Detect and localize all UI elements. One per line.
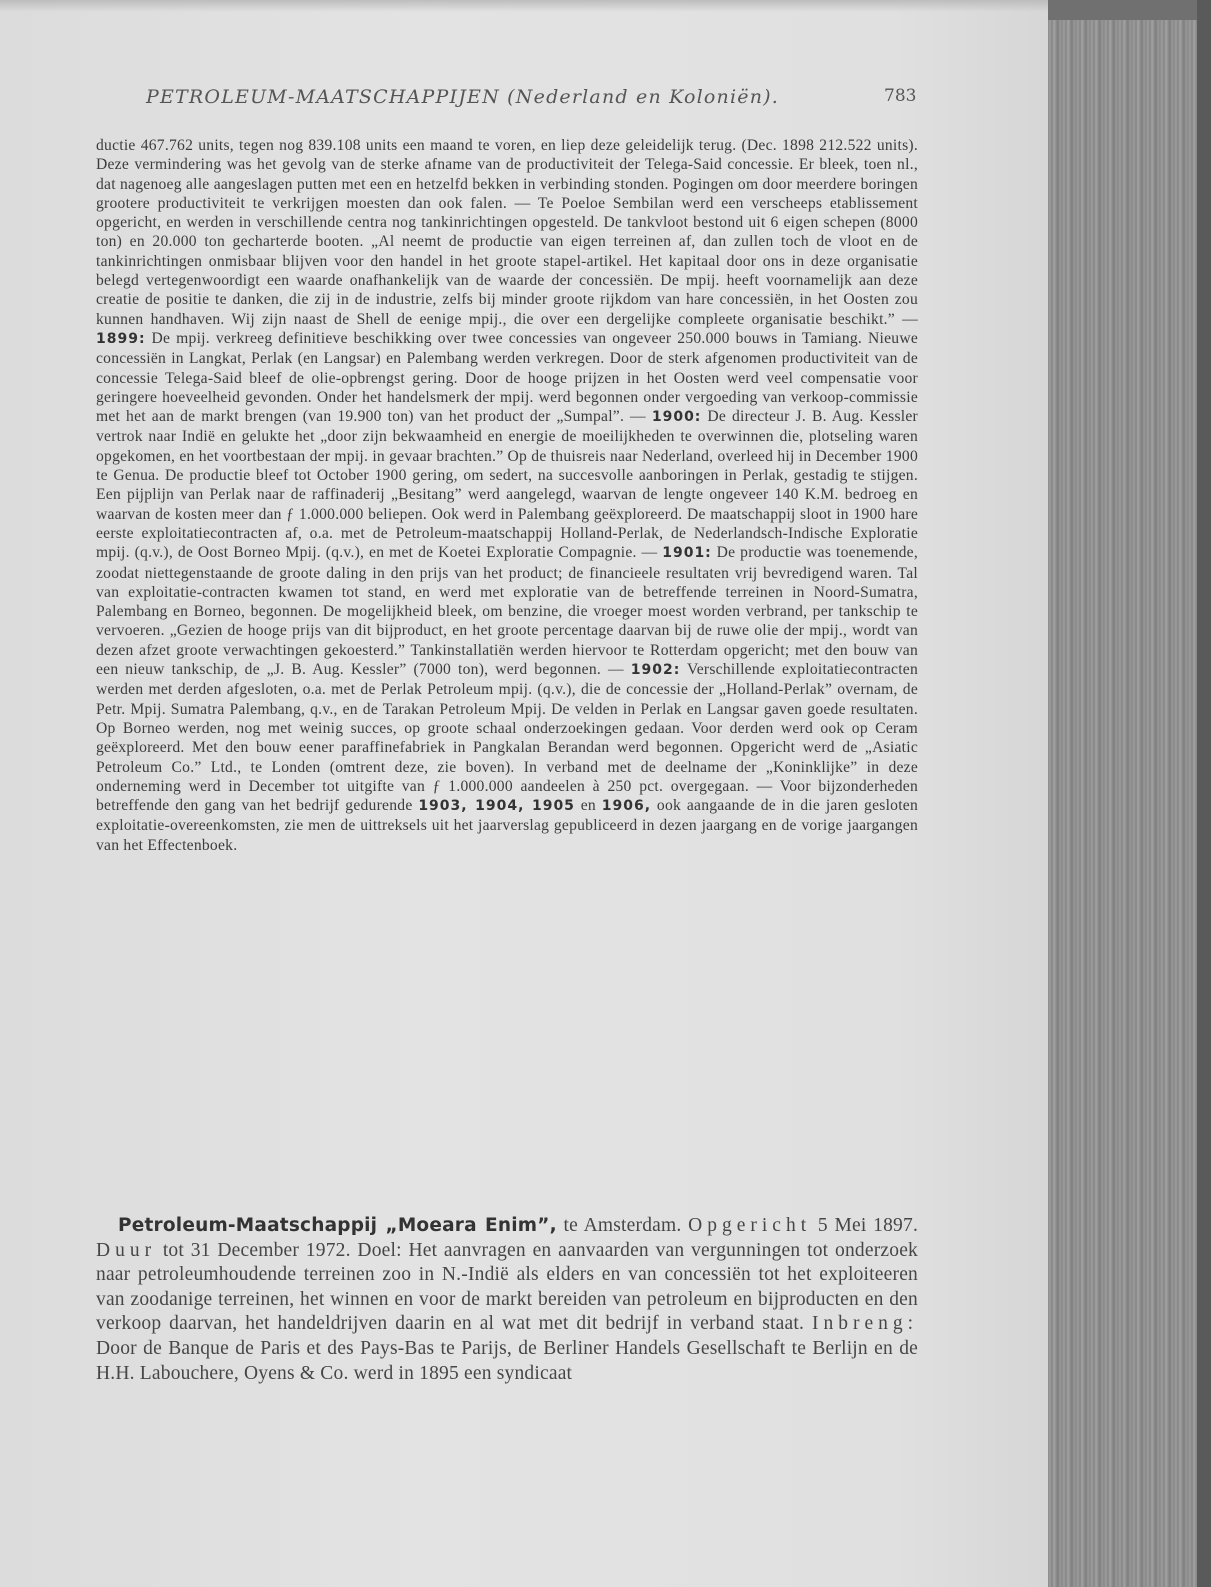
book-page-edges (1048, 0, 1211, 1587)
paragraph-1900: De directeur J. B. Aug. Kessler vertrok naar Indië en gelukte het „door zijn bekwaamheid en energie de moeilijkheden te overwinnen die, plotseling waren opgekomen, en het voortbestaan der mpij. in gevaar brachten.” Op de thuisreis naar Nederland, overleed hij in December 1900 te Genua. De productie bleef tot October 1900 gering, om sedert, na succesvolle aanboringen in Perlak, gestadig te stijgen. Een pijplijn van Perlak naar de raffinaderij „Besitang” werd aangelegd, waarvan de lengte ongeveer 140 K.M. bedroeg en waarvan de kosten meer dan ƒ 1.000.000 beliepen. Ook werd in Palembang geëxploreerd. De maatschappij sloot in 1900 hare eerste exploitatiecontracten af, o.a. met de Petroleum-maatschappij Holland-Perlak, de Nederlandsch-Indische Exploratie mpij. (q.v.), de Oost Borneo Mpij. (q.v.), en met de Koetei Exploratie Compagnie. — (96, 408, 919, 562)
running-head: PETROLEUM-MAATSCHAPPIJEN (Nederland en Koloniën). (146, 86, 780, 108)
paragraph-end: ook aangaande de in die jaren gesloten exploitatie-overeenkomsten, zie men de uittreksels uit het jaarverslag gepubliceerd in dezen jaargang en de vorige jaargangen van het Effectenboek. (96, 797, 919, 854)
paragraph-1902: Verschillende exploitatiecontracten werden met derden afgesloten, o.a. met de Perlak Petroleum mpij. (q.v.), die de concessie der „Holland-Perlak” overnam, de Petr. Mpij. Sumatra Palembang, q.v., en de Tarakan Petroleum Mpij. De velden in Perlak en Langsar gaven goede resultaten. Op Borneo werden, nog met weinig succes, op groote schaal onderzoekingen gedaan. Voor derden werd ook op Ceram geëxploreerd. Met den bouw eener paraffinefabriek in Pangkalan Berandan werd begonnen. Opgericht werd de „Asiatic Petroleum Co.” Ltd., te Londen (omtrent deze, zie boven). In verband met de deelname der „Koninklijke” in deze onderneming werd in December tot uitgifte van ƒ 1.000.000 aandeelen à 250 pct. overgegaan. — Voor bijzonderheden betreffende den gang van het bedrijf gedurende (96, 661, 919, 815)
year-1906: 1906, (601, 798, 652, 815)
duration: tot 31 December 1972. (162, 1239, 351, 1261)
purpose-text: Doel: Het aanvragen en aanvaarden van vergunningen tot onderzoek naar petroleumhoudende terreinen zoo in N.-Indië als elders en van concessiën tot het exploiteeren van zoodanige terreinen, het winnen en voor de markt bereiden van petroleum en bijproducten en den verkoop daarvan, het handeldrijven daarin en al wat met dit bedrijf in verband staat. (96, 1239, 919, 1335)
company-name: Petroleum-Maatschappij „Moeara Enim”, (118, 1215, 557, 1236)
year-heading-1899: 1899: (96, 330, 146, 347)
years-1903-1905: 1903, 1904, 1905 (418, 798, 575, 815)
year-heading-1900: 1900: (651, 409, 702, 426)
paragraph-1899: De mpij. verkreeg definitieve beschikking over twee concessies van ongeveer 250.000 bouws in Tamiang. Nieuwe concessiën in Langkat, Perlak (en Langsar) en Palembang werden verkregen. Door de sterk afgenomen productiviteit van de concessie Telega-Said bleef de olie-opbrengst gering. Door de hooge prijzen in het Oosten werd veel compensatie voor geringere hoeveelheid gevonden. Onder het handelsmerk der mpij. werd begonnen onder vergoeding van verkoop-commissie met het aan de markt brengen (van 19.900 ton) van het product der „Sumpal”. — (96, 329, 919, 426)
paragraph-1898: ductie 467.762 units, tegen nog 839.108 units een maand te voren, en liep deze geleidelijk terug. (Dec. 1898 212.522 units). Deze vermindering was het gevolg van de sterke afname van de productiviteit der Telega-Said concessie. Er bleek, toen nl., dat nagenoeg alle aangeslagen putten met een en hetzelfd bekken in verbinding stonden. Pogingen om door meerdere boringen grootere productiviteit te verkrijgen moesten dan ook falen. — Te Poeloe Sembilan werd een verscheeps etablissement opgericht, en werden in verschillende centra nog tankinrichtingen opgesteld. De tankvloot bestond uit 6 eigen schepen (8000 ton) en 20.000 ton gecharterde booten. „Al neemt de productie van eigen terreinen af, dan zullen toch de vloot en de tankinrichtingen onmisbaar blijven voor den handel in het groote stapel-artikel. Het kapitaal door ons in deze organisatie belegd vertegenwoordigt een waarde onafhankelijk van de waarde der concessiën. De mpij. heeft voornamelijk aan deze creatie de positie te danken, die zij in de industrie, zelfs bij minder groote rijkdom van hare concessiën, in het Oosten zou kunnen handhaven. Wij zijn naast de Shell de eenige mpij., die over een dergelijke compleete organisatie beschikt.” — (96, 137, 918, 328)
paragraph-1901: De productie was toenemende, zoodat niettegenstaande de groote daling in den prijs van het product; de financieele resultaten vrij bevredigend waren. Tal van exploitatie-contracten kwamen tot stand, en werd met exploratie van de betreffende terreinen in Noord-Sumatra, Palembang en Borneo, begonnen. De mogelijkheid bleek, om benzine, die vroeger moest worden verbrand, per tankschip te vervoeren. „Gezien de hooge prijs van dit bijproduct, en het groote percentage daarvan bij de ruwe olie der mpij., wordt van dezen afzet groote verwachtingen gekoesterd.” Tankinstallatiën werden hiervoor te Rotterdam opgericht; met den bouw van een nieuw tankschip, de „J. B. Aug. Kessler” (7000 ton), werd begonnen. — (96, 544, 919, 679)
label-duur: Duur (96, 1239, 157, 1261)
company-location: te Amsterdam. (563, 1215, 682, 1236)
page-top-shadow (0, 0, 1050, 12)
label-inbreng: Inbreng: (811, 1313, 919, 1335)
company-entry-moeara-enim (96, 1214, 918, 1386)
founded-date: 5 Mei 1897. (817, 1215, 919, 1236)
year-heading-1901: 1901: (662, 545, 712, 562)
body-text (96, 136, 918, 855)
label-opgericht: Opgericht (688, 1215, 812, 1236)
page-number: 783 (884, 86, 917, 106)
book-cover-edge (1197, 0, 1211, 1587)
conjunction-en: en (580, 797, 596, 815)
year-heading-1902: 1902: (630, 662, 681, 679)
contribution-text: Door de Banque de Paris et des Pays-Bas te Parijs, de Berliner Handels Gesellschaft te Berlijn en de H.H. Labouchere, Oyens & Co. werd in 1895 een syndicaat (96, 1337, 918, 1384)
page-edges-top-band (1048, 0, 1211, 20)
